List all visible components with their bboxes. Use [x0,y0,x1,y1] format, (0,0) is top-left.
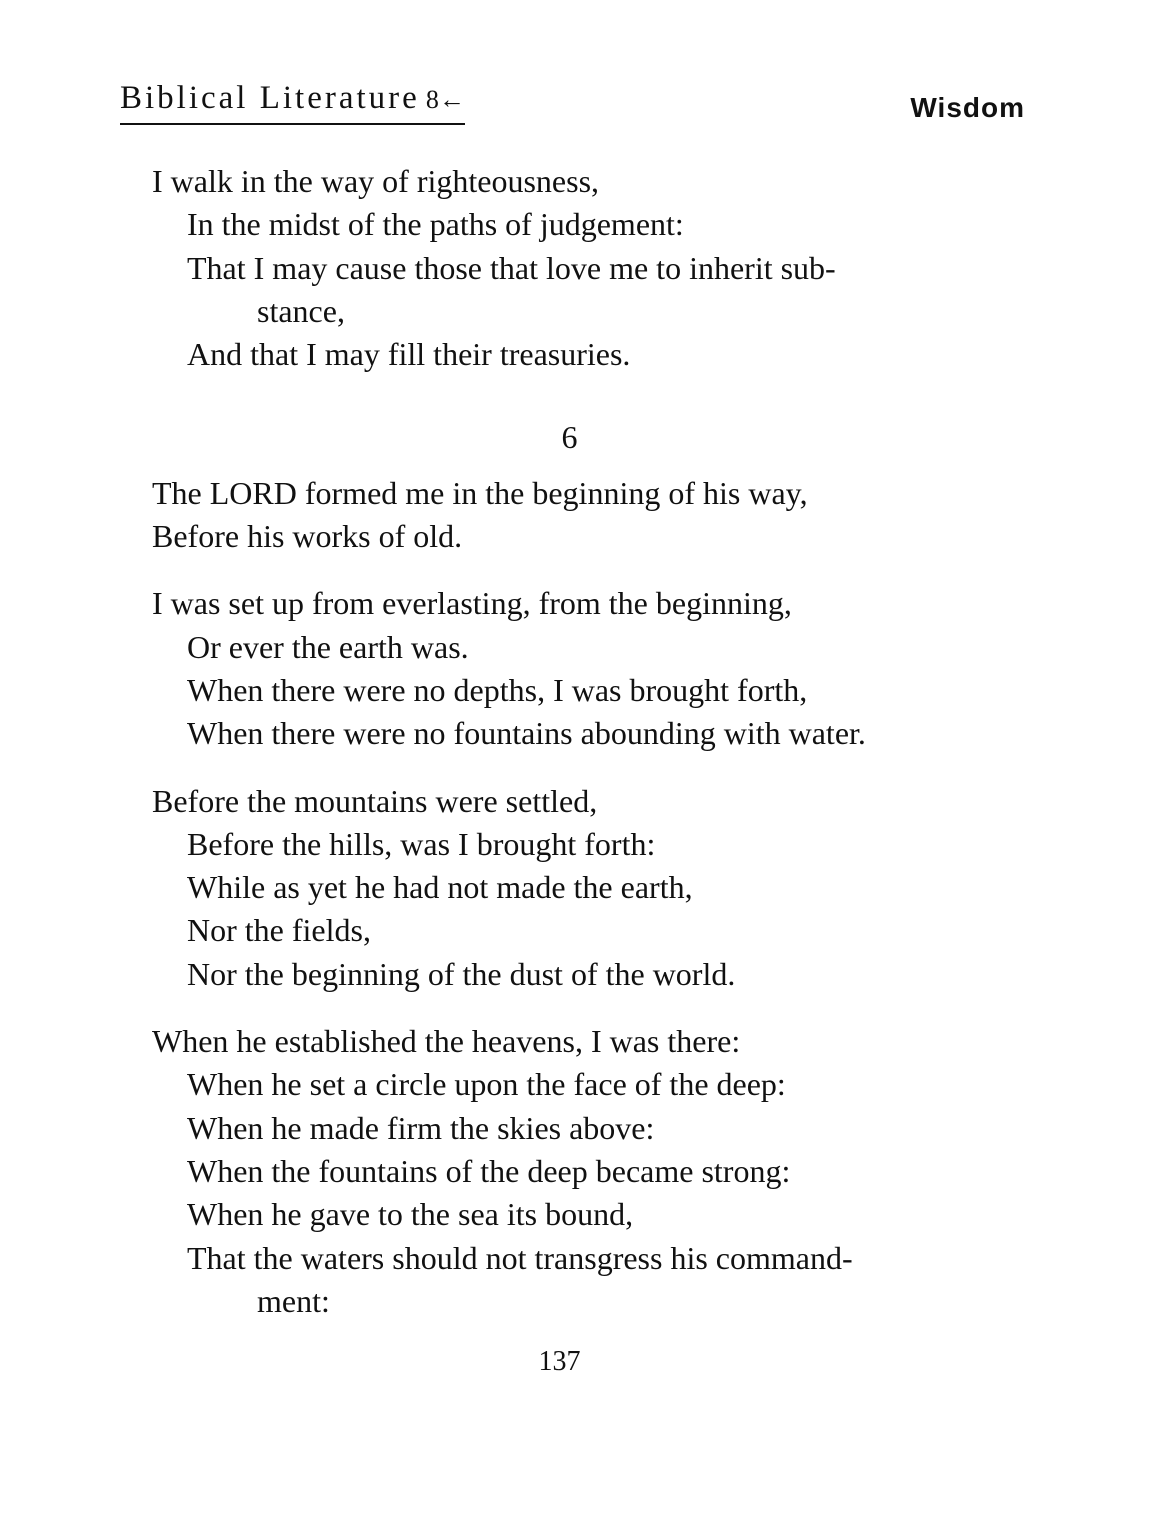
verse-line: When he set a circle upon the face of the deep: [187,1066,786,1103]
verse-line: In the midst of the paths of judgement: [187,206,684,243]
running-head [120,80,465,125]
verse-line: When he gave to the sea its bound, [187,1196,634,1233]
stanza [152,780,1032,996]
poem-body [152,160,1032,1347]
stanza [152,582,1032,755]
verse-line: And that I may fill their treasuries. [187,336,631,373]
verse-line: Or ever the earth was. [187,628,469,665]
verse-line: The LORD formed me in the beginning of his way, [152,474,808,511]
stanzas-before [152,160,1032,376]
stanza [152,1020,1032,1323]
verse-line: Before the hills, was I brought forth: [187,825,656,862]
verse-line: ment: [257,1282,330,1319]
verse-line: When he made firm the skies above: [187,1109,655,1146]
stanza [152,472,1032,559]
verse-line: Before the mountains were settled, [152,782,598,819]
verse-line: Nor the fields, [187,912,371,949]
stanza [152,160,1032,376]
verse-line: That the waters should not transgress his command- [187,1239,853,1276]
page-number [0,1346,1173,1378]
verse-line: Before his works of old. [152,518,463,555]
verse-line: I was set up from everlasting, from the beginning, [152,585,792,622]
verse-line: While as yet he had not made the earth, [187,869,693,906]
page-number-label: 137 [538,1346,581,1377]
section-number [0,400,1173,471]
verse-line: When there were no fountains abounding with water. [187,715,866,752]
verse-line: When the fountains of the deep became strong: [187,1152,791,1189]
ornament-icon: 8← [425,85,465,114]
verse-line: That I may cause those that love me to inherit sub- [187,249,836,286]
stanzas-after [152,472,1032,1323]
verse-line: When there were no depths, I was brought forth, [187,671,808,708]
section-title: Wisdom [910,92,1025,123]
section-number-label: 6 [561,419,578,456]
verse-line: When he established the heavens, I was there: [152,1023,741,1060]
verse-line: I walk in the way of righteousness, [152,163,600,199]
verse-line: stance, [257,292,345,329]
verse-line: Nor the beginning of the dust of the world. [187,955,736,992]
page-header [120,80,1025,130]
running-head-title: Biblical Literature [120,80,420,116]
